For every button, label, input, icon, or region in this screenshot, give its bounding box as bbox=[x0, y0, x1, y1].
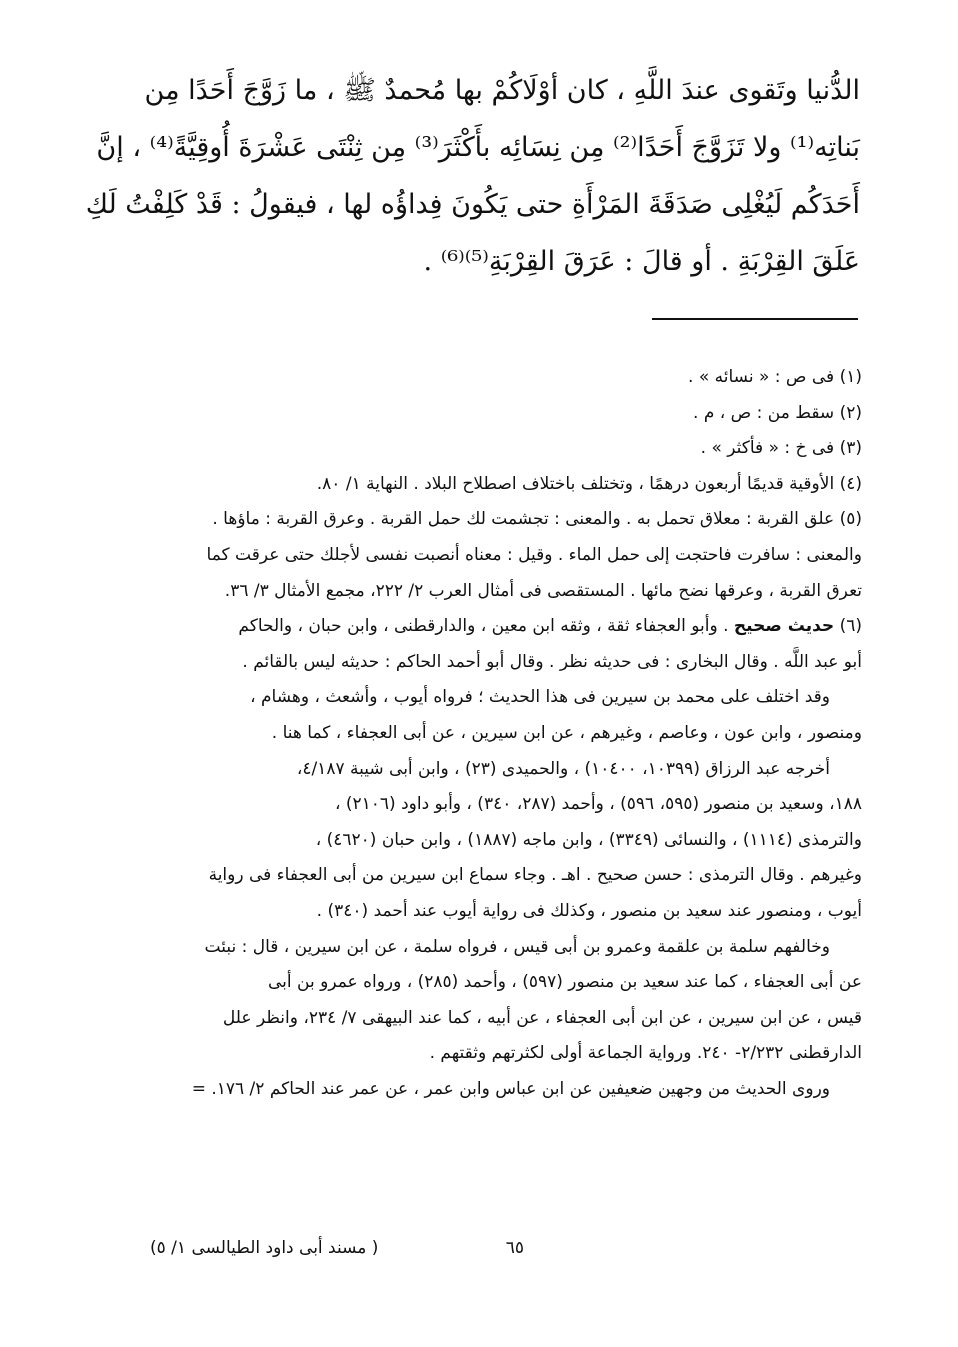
footnote-text: وخالفهم سلمة بن علقمة وعمرو بن أبى قيس ، فرواه سلمة ، عن ابن سيرين ، قال : نبئت bbox=[204, 936, 830, 957]
footnote-line bbox=[150, 1072, 862, 1108]
footnote-text: ومنصور ، وابن عون ، وعاصم ، وغيرهم ، عن ابن سيرين ، عن أبى العجفاء ، كما هنا . bbox=[271, 722, 862, 743]
footnote-line bbox=[150, 716, 862, 752]
footnote-text: وروى الحديث من وجهين ضعيفين عن ابن عباس وابن عمر ، عن عمر عند الحاكم ٢/ ١٧٦. = bbox=[191, 1078, 830, 1099]
footnote-text: (٢) سقط من : ص ، م . bbox=[693, 402, 862, 423]
footnote-text: والترمذى (١١١٤) ، والنسائى (٣٣٤٩) ، وابن ماجه (١٨٨٧) ، وابن حبان (٤٦٢٠) ، bbox=[315, 829, 862, 850]
footnote-text: قيس ، عن ابن سيرين ، عن ابن أبى العجفاء ، عن أبيه ، كما عند البيهقى ٧/ ٢٣٤، وانظر علل bbox=[222, 1007, 862, 1028]
footnotes-block bbox=[150, 360, 862, 1107]
main-text-line: بَناتِه⁽¹⁾ ولا تَزَوَّجَ أَحَدًا⁽²⁾ مِن نِسَائِه بأَكْثَرَ⁽³⁾ مِن ثِنْتَى عَشْرَةَ أُوقِيَّةً⁽⁴⁾ ، إنَّ bbox=[96, 132, 860, 163]
footnote-separator bbox=[652, 318, 858, 320]
footnote-line bbox=[150, 787, 862, 823]
footnote-line bbox=[150, 538, 862, 574]
footnote-text: أبو عبد اللَّه . وقال البخارى : فى حديثه نظر . وقال أبو أحمد الحاكم : حديثه ليس بالقائم . bbox=[242, 651, 862, 672]
footnote-line bbox=[150, 752, 862, 788]
footnote-text: (١) فى ص : « نسائه » . bbox=[688, 367, 862, 387]
footnote-line bbox=[150, 930, 862, 966]
footnote-text: (٤) الأوقية قديمًا أربعون درهمًا ، وتختلف باختلاف اصطلاح البلاد . النهاية ١/ ٨٠. bbox=[316, 473, 862, 494]
footnote-text: (٦) bbox=[834, 616, 862, 637]
footnote-text: أخرجه عبد الرزاق (١٠٣٩٩، ١٠٤٠٠) ، والحميدى (٢٣) ، وابن أبى شيبة ٤/١٨٧، bbox=[296, 758, 830, 779]
footnote-text: وغيرهم . وقال الترمذى : حسن صحيح . اهـ . وجاء سماع ابن سيرين من أبى العجفاء فى رواية bbox=[208, 865, 862, 886]
footnote-text: والمعنى : سافرت فاحتجت إلى حمل الماء . وقيل : معناه أنصبت نفسى لأجلك حتى عرقت كما bbox=[206, 544, 862, 565]
footnote-line bbox=[150, 965, 862, 1001]
footnote-line bbox=[150, 823, 862, 859]
main-text-line: عَلَقَ القِرْبَةِ . أو قالَ : عَرَقَ القِرْبَةِ⁽⁵⁾⁽⁶⁾ . bbox=[423, 246, 860, 277]
main-text-block bbox=[85, 62, 860, 290]
footnote-text: عن أبى العجفاء ، كما عند سعيد بن منصور (٥٩٧) ، وأحمد (٢٨٥) ، ورواه عمرو بن أبى bbox=[268, 972, 862, 993]
footnote-line bbox=[150, 645, 862, 681]
page-footer bbox=[150, 1238, 862, 1268]
footnote-text: تعرق القربة ، وعرقها نضح مائها . المستقصى فى أمثال العرب ٢/ ٢٢٢، مجمع الأمثال ٣/ ٣٦. bbox=[224, 580, 862, 601]
footnote-line bbox=[150, 396, 862, 432]
footnote-text: أيوب ، ومنصور عند سعيد بن منصور ، وكذلك فى رواية أيوب عند أحمد (٣٤٠) . bbox=[316, 900, 862, 921]
footnote-line bbox=[150, 1036, 862, 1072]
page-number: ٦٥ bbox=[505, 1238, 524, 1258]
footnote-line bbox=[150, 431, 862, 467]
footnote-line bbox=[150, 1001, 862, 1037]
footnote-text-rest: . وأبو العجفاء ثقة ، وثقه ابن معين ، والدارقطنى ، وابن حبان ، والحاكم bbox=[238, 616, 734, 637]
running-title: ( مسند أبى داود الطيالسى ١/ ٥) bbox=[150, 1238, 379, 1258]
footnote-line bbox=[150, 894, 862, 930]
footnote-text: ١٨٨، وسعيد بن منصور (٥٩٥، ٥٩٦) ، وأحمد (٢٨٧، ٣٤٠) ، وأبو داود (٢١٠٦) ، bbox=[334, 794, 862, 815]
footnote-text: (٣) فى خ : « فأكثر » . bbox=[700, 438, 862, 459]
main-text-line: الدُّنيا وتَقوى عندَ اللَّهِ ، كان أوْلَاكُمْ بها مُحمدٌ ﷺ ، ما زَوَّجَ أَحَدًا مِن bbox=[144, 75, 860, 106]
footnote-line bbox=[150, 680, 862, 716]
footnote-emphasis: حديث صحيح bbox=[733, 616, 835, 637]
footnote-line bbox=[150, 360, 862, 396]
main-text-line: أَحَدَكُم لَيُغْلِى صَدَقَةَ المَرْأَةِ حتى يَكُونَ فِداؤُه لها ، فيقولُ : قَدْ كَلِفْتُ لَكِ bbox=[85, 189, 860, 220]
footnote-text: الدارقطنى ٢/٢٣٢- ٢٤٠. ورواية الجماعة أولى لكثرتهم وثقتهم . bbox=[429, 1043, 862, 1064]
footnote-line bbox=[150, 502, 862, 538]
footnote-line bbox=[150, 609, 862, 645]
footnote-text: وقد اختلف على محمد بن سيرين فى هذا الحديث ؛ فرواه أيوب ، وأشعث ، وهشام ، bbox=[250, 687, 830, 708]
footnote-line bbox=[150, 467, 862, 503]
footnote-line bbox=[150, 858, 862, 894]
footnote-text: (٥) علق القربة : معلاق تحمل به . والمعنى : تجشمت لك حمل القربة . وعرق القربة : ماؤها . bbox=[212, 509, 862, 530]
footnote-line bbox=[150, 574, 862, 610]
